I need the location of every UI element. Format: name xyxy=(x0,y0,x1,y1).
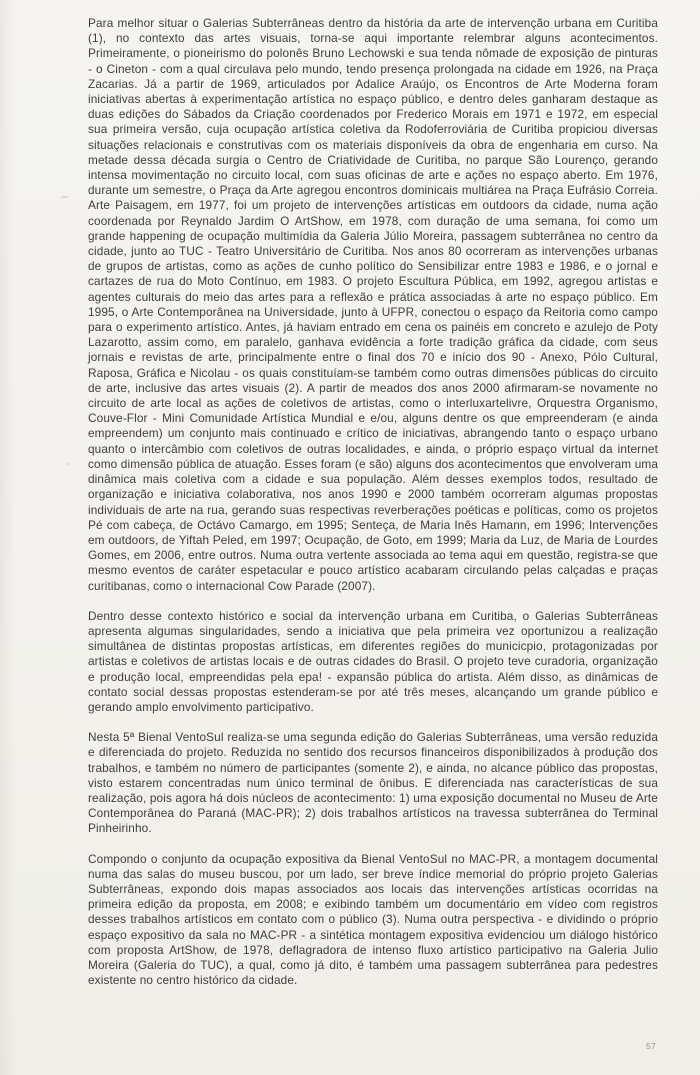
scan-artifact-mark xyxy=(61,196,68,198)
paragraph-mac-pr-exhibition: Compondo o conjunto da ocupação expositiva da Bienal VentoSul no MAC-PR, a montagem documental numa das salas do museu buscou, por um lado, ser breve índice memorial do próprio projeto Galerias Subterrâneas, expondo dois mapas associados aos locais das intervenções artísticas ocorridas na primeira edição da proposta, em 2008; e exibindo também um documentário em vídeo com registros desses trabalhos artísticos em contato com o público (3). Numa outra perspectiva - e dividindo o próprio espaço expositivo da sala no MAC-PR - a sintética montagem expositiva evidenciou um diálogo histórico com proposta ArtShow, de 1978, deflagradora de intenso fluxo artístico participativo na Galeria Julio Moreira (Galeria do TUC), a qual, como já dito, é também uma passagem subterrânea para pedestres existente no centro histórico da cidade. xyxy=(88,851,658,988)
scan-artifact-mark xyxy=(65,463,70,465)
paragraph-galerias-subterraneas-context: Dentro desse contexto histórico e social da intervenção urbana em Curitiba, o Galerias Subterrâneas apresenta algumas singularidades, sendo a iniciativa que pela primeira vez oportunizou a realização simultânea de distintas propostas artísticas, em diferentes regiões do municicpio, protagonizadas por artistas e coletivos de artistas locais e de outras cidades do Brasil. O projeto teve curadoria, organização e produção local, empreendidas pela epa! - expansão pública do artista. Além disso, as dinâmicas de contato social dessas propostas estenderam-se por até três meses, alcançando um grande público e gerando amplo envolvimento participativo. xyxy=(88,608,658,714)
page-number: 57 xyxy=(645,1041,656,1051)
body-text xyxy=(88,16,658,1003)
paragraph-history-of-urban-intervention: Para melhor situar o Galerias Subterrâneas dentro da história da arte de intervenção urbana em Curitiba (1), no contexto das artes visuais, torna-se aqui importante relembrar alguns acontecimentos. Primeiramente, o pioneirismo do polonês Bruno Lechowski e sua tenda nômade de exposição de pinturas - o Cineton - com a qual circulava pelo mundo, tendo presença prolongada na cidade em 1926, na Praça Zacarias. Já a partir de 1969, articulados por Adalice Araújo, os Encontros de Arte Moderna foram iniciativas abertas à experimentação artística no espaço público, e dentro deles ganharam destaque as duas edições do Sábados da Criação coordenados por Frederico Morais em 1971 e 1972, em especial sua primeira versão, cuja ocupação artística coletiva da Rodoferroviária de Curitiba propiciou diversas situações relacionais e construtivas com os materiais disponíveis da obra de engenharia em curso. Na metade dessa década surgia o Centro de Criatividade de Curitiba, no parque São Lourenço, gerando intensa movimentação no circuito local, com suas oficinas de arte e ações no espaço aberto. Em 1976, durante um semestre, o Praça da Arte agregou encontros dominicais multiárea na Praça Eufrásio Correia. Arte Paisagem, em 1977, foi um projeto de intervenções artísticas em outdoors da cidade, numa ação coordenada por Reynaldo Jardim O ArtShow, em 1978, com duração de uma semana, foi como um grande happening de ocupação multimídia da Galeria Júlio Moreira, passagem subterrânea no centro da cidade, junto ao TUC - Teatro Universitário de Curitiba. Nos anos 80 ocorreram as intervenções urbanas de grupos de artistas, como as ações de cunho político do Sensibilizar entre 1983 e 1986, e o jornal e cartazes de rua do Moto Contínuo, em 1983. O projeto Escultura Pública, em 1992, agregou artistas e agentes culturais do meio das artes para a reflexão e prática associadas à arte no espaço público. Em 1995, o Arte Contemporânea na Universidade, junto à UFPR, conectou o espaço da Reitoria como campo para o experimento artístico. Antes, já haviam entrado em cena os painéis em concreto e azulejo de Poty Lazarotto, assim como, em paralelo, ganhava evidência a forte tradição gráfica da cidade, com seus jornais e revistas de arte, principalmente entre o final dos 70 e início dos 90 - Anexo, Pólo Cultural, Raposa, Gráfica e Nicolau - os quais constituíam-se também como outras dimensões públicas do circuito de arte, inclusive das artes visuais (2). A partir de meados dos anos 2000 afirmaram-se novamente no circuito de arte local as ações de coletivos de artistas, como o interluxartelivre, Orquestra Organismo, Couve-Flor - Mini Comunidade Artística Mundial e e/ou, alguns dentre os que empreenderam (e ainda empreendem) um conjunto mais continuado e crítico de iniciativas, abrangendo tanto o espaço urbano quanto o intercâmbio com coletivos de outras localidades, e ainda, o próprio espaço virtual da internet como dimensão pública de atuação. Esses foram (e são) alguns dos acontecimentos que envolveram uma dinâmica mais coletiva com a cidade e sua população. Além desses exemplos todos, resultado de organização e iniciativa colaborativa, nos anos 1990 e 2000 também ocorreram algumas propostas individuais de arte na rua, gerando suas respectivas reverberações poéticas e políticas, como os projetos Pé com cabeça, de Octávo Camargo, em 1995; Senteça, de Maria Inês Hamann, em 1996; Intervenções em outdoors, de Yiftah Peled, em 1997; Ocupação, de Goto, em 1999; Maria da Luz, de Maria de Lourdes Gomes, em 2006, entre outros. Numa outra vertente associada ao tema aqui em questão, registra-se que mesmo eventos de caráter espetacular e pouco artístico acabaram circulando pelas calçadas e praças curitibanas, como o internacional Cow Parade (2007). xyxy=(88,16,658,593)
paragraph-bienal-ventosul-edition: Nesta 5ª Bienal VentoSul realiza-se uma segunda edição do Galerias Subterrâneas, uma versão reduzida e diferenciada do projeto. Reduzida no sentido dos recursos financeiros disponibilizados à produção dos trabalhos, e também no número de participantes (somente 2), e ainda, no alcance público das propostas, visto estarem concentradas num único terminal de ônibus. E diferenciada nas características de sua realização, pois agora há dois núcleos de acontecimento: 1) uma exposição documental no Museu de Arte Contemporânea do Paraná (MAC-PR); 2) dois trabalhos artísticos na travessa subterrânea do Terminal Pinheirinho. xyxy=(88,730,658,836)
